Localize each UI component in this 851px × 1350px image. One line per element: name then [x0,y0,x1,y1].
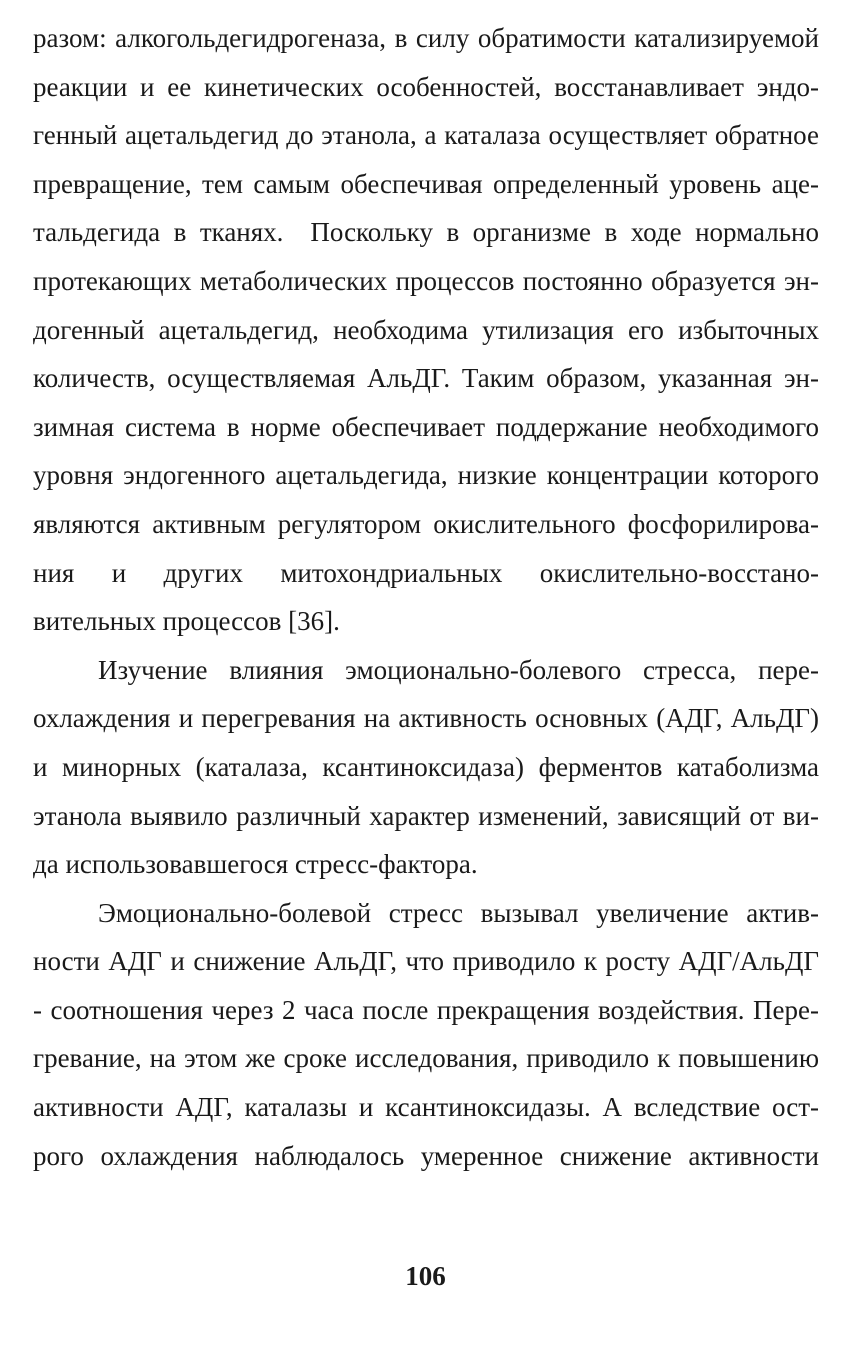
text-line: зимная система в норме обеспечивает поддержание необходимого [33,411,819,442]
text-line: протекающих метаболических процессов постоянно образуется эн- [33,265,819,296]
text-line: количеств, осуществляемая АльДГ. Таким образом, указанная эн- [33,363,819,394]
text-line: этанола выявило различный характер изменений, зависящий от ви- [33,800,819,831]
page-number: 106 [405,1261,446,1291]
paragraph-first-line: Эмоционально-болевой стресс вызывал увеличение актив- [98,897,819,928]
text-line: ния и других митохондриальных окислительно-восстано- [33,557,819,588]
text-line: вительных процессов [36]. [33,606,340,637]
text-line: разом: алкогольдегидрогеназа, в силу обратимости катализируемой [33,23,819,53]
text-line: рого охлаждения наблюдалось умеренное снижение активности [33,1140,819,1171]
text-line: да использовавшегося стресс-фактора. [33,849,478,880]
text-line: тальдегида в тканях. Поскольку в организме в ходе нормально [33,217,819,248]
text-line: и минорных (каталаза, ксантиноксидаза) ферментов катаболизма [33,751,819,782]
document-body [33,14,819,1180]
paragraph-first-line: Изучение влияния эмоционально-болевого стресса, пере- [98,654,819,685]
text-line: являются активным регулятором окислительного фосфорилирова- [33,508,819,539]
text-line: генный ацетальдегид до этанола, а каталаза осуществляет обратное [33,120,819,151]
text-line: догенный ацетальдегид, необходима утилизация его избыточных [33,314,819,345]
text-line: активности АДГ, каталазы и ксантиноксидазы. А вследствие ост- [33,1092,819,1123]
text-line: реакции и ее кинетических особенностей, восстанавливает эндо- [33,71,819,102]
text-line: охлаждения и перегревания на активность основных (АДГ, АльДГ) [33,703,819,734]
text-line: превращение, тем самым обеспечивая определенный уровень аце- [33,168,819,199]
text-line: уровня эндогенного ацетальдегида, низкие концентрации которого [33,460,819,491]
text-line: ности АДГ и снижение АльДГ, что приводило к росту АДГ/АльДГ [33,946,819,977]
text-line: гревание, на этом же сроке исследования, приводило к повышению [33,1043,819,1074]
text-line: - соотношения через 2 часа после прекращения воздействия. Пере- [33,994,819,1025]
